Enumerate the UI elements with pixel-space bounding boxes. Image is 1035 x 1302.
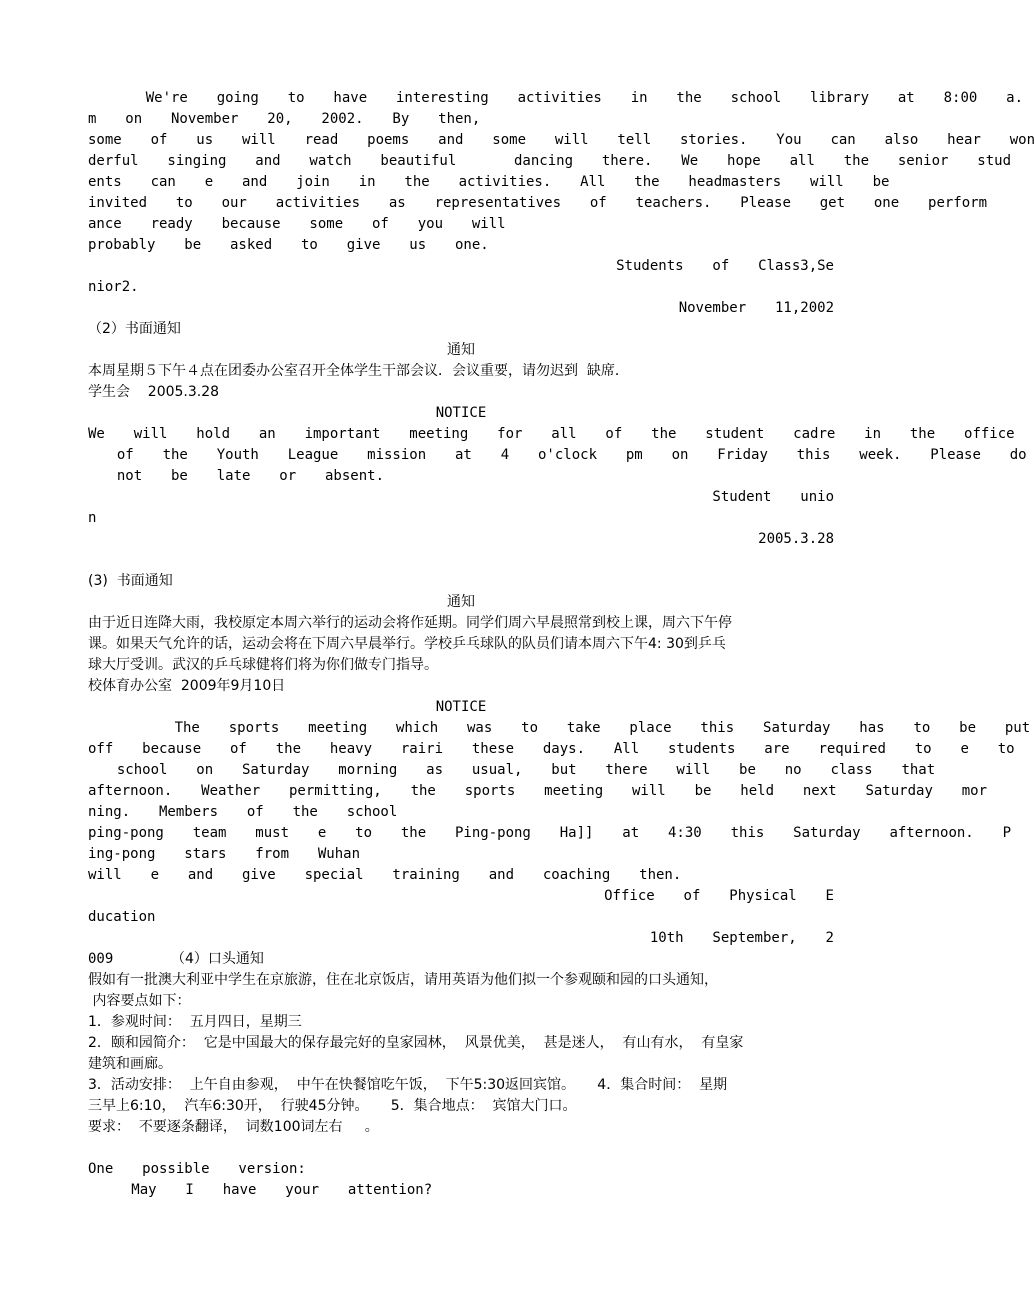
section-3-en-title: NOTICE (435, 699, 487, 715)
text-line: 由于近日连降大雨，我校原定本周六举行的运动会将作延期。同学们周六早晨照常到校上课，周六下午停 (88, 615, 732, 631)
text-line: ping-pong team must e to the Ping-pong Ha]] at 4:30 this Saturday afternoon. P (88, 825, 1012, 841)
text-line: 3．活动安排： 上午自由参观， 中午在快餐馆吃午饭， 下午5:30返回宾馆。 4．集合时间： 星期 (88, 1077, 728, 1093)
section-3-cn-title: 通知 (447, 594, 475, 610)
section-4-cn-body (88, 970, 834, 1138)
section-3-heading: (3) 书面通知 (88, 573, 173, 589)
text-line: We're going to have interesting activities in the school library at 8:00 a. (88, 90, 1024, 106)
section-3-date-cont-line (88, 949, 834, 970)
document-page (88, 88, 1035, 1201)
section-3-date: 10th September, 2 (649, 930, 834, 946)
text-line: 校体育办公室 2009年9月10日 (88, 678, 286, 694)
text-line: school on Saturday morning as usual, but there will be no class that (88, 762, 936, 778)
text-line: of the Youth League mission at 4 o'clock pm on Friday this week. Please do (88, 447, 1027, 463)
section-4-heading: （4）口头通知 (171, 951, 264, 967)
text-line: derful singing and watch beautiful dancing there. We hope all the senior stud (88, 153, 1012, 169)
spacer (88, 1138, 834, 1159)
version-first-line: May I have your attention? (88, 1182, 433, 1198)
section-2-cn-body: 本周星期５下午４点在团委办公室召开全体学生干部会议．会议重要，请勿迟到 缺席． (88, 363, 629, 379)
notice-1-signature: Students of Class3,Se (616, 258, 834, 274)
text-line: 2．颐和园简介： 它是中国最大的保存最完好的皇家园林， 风景优美， 甚是迷人， 有山有水， 有皇家 (88, 1035, 744, 1051)
text-line: 建筑和画廊。 (88, 1056, 172, 1072)
text-line: ning. Members of the school (88, 804, 398, 820)
text-line: will e and give special training and coaching then. (88, 867, 682, 883)
spacer (88, 550, 834, 571)
section-2-date: 2005.3.28 (758, 531, 834, 547)
text-line: ents can e and join in the activities. All the headmasters will be (88, 174, 890, 190)
text-line: not be late or absent. (88, 468, 385, 484)
section-3-cn-body (88, 613, 834, 697)
section-2-cn-title: 通知 (447, 342, 475, 358)
version-label: One possible version: (88, 1161, 306, 1177)
section-2-heading: （2）书面通知 (88, 321, 181, 337)
text-line: probably be asked to give us one. (88, 237, 489, 253)
section-3-signature-cont: ducation (88, 909, 156, 925)
notice-1-signature-cont: nior2. (88, 279, 139, 295)
text-line: ance ready because some of you will (88, 216, 506, 232)
text-line: 内容要点如下： (88, 993, 191, 1009)
notice-1-body (88, 88, 1035, 256)
text-line: 要求： 不要逐条翻译， 词数100词左右 。 (88, 1119, 379, 1135)
text-line: 1．参观时间： 五月四日，星期三 (88, 1014, 302, 1030)
text-line: off because of the heavy rairi these days. All students are required to e to (88, 741, 1015, 757)
text-line: ing-pong stars from Wuhan (88, 846, 361, 862)
text-line: 三早上6:10， 汽车6:30开， 行驶45分钟。 5．集合地点： 宾馆大门口。 (88, 1098, 577, 1114)
section-2-en-body (88, 424, 1027, 487)
text-line: The sports meeting which was to take place this Saturday has to be put (88, 720, 1031, 736)
text-line: invited to our activities as representatives of teachers. Please get one perform (88, 195, 988, 211)
text-line: 课。如果天气允许的话，运动会将在下周六早晨举行。学校乒乓球队的队员们请本周六下午4: 30到乒乓 (88, 636, 726, 652)
text-line: afternoon. Weather permitting, the sports meeting will be held next Saturday mor (88, 783, 988, 799)
text-line: m on November 20, 2002. By then, (88, 111, 481, 127)
section-3-en-body (88, 718, 1031, 886)
section-3-signature: Office of Physical E (604, 888, 834, 904)
section-2-signature: Student unio (712, 489, 834, 505)
section-2-en-title: NOTICE (435, 405, 487, 421)
section-3-date-cont: 009 (88, 951, 172, 967)
text-line: 球大厅受训。武汉的乒乓球健将们将为你们做专门指导。 (88, 657, 438, 673)
text-line: 假如有一批澳大利亚中学生在京旅游，住在北京饭店，请用英语为他们拟一个参观颐和园的口头通知， (88, 972, 718, 988)
section-2-cn-signature: 学生会 2005.3.28 (88, 384, 220, 400)
text-line: some of us will read poems and some will tell stories. You can also hear won (88, 132, 1035, 148)
text-line: We will hold an important meeting for all of the student cadre in the office (88, 426, 1015, 442)
notice-1-date: November 11,2002 (678, 300, 834, 316)
section-2-signature-cont: n (88, 510, 97, 526)
